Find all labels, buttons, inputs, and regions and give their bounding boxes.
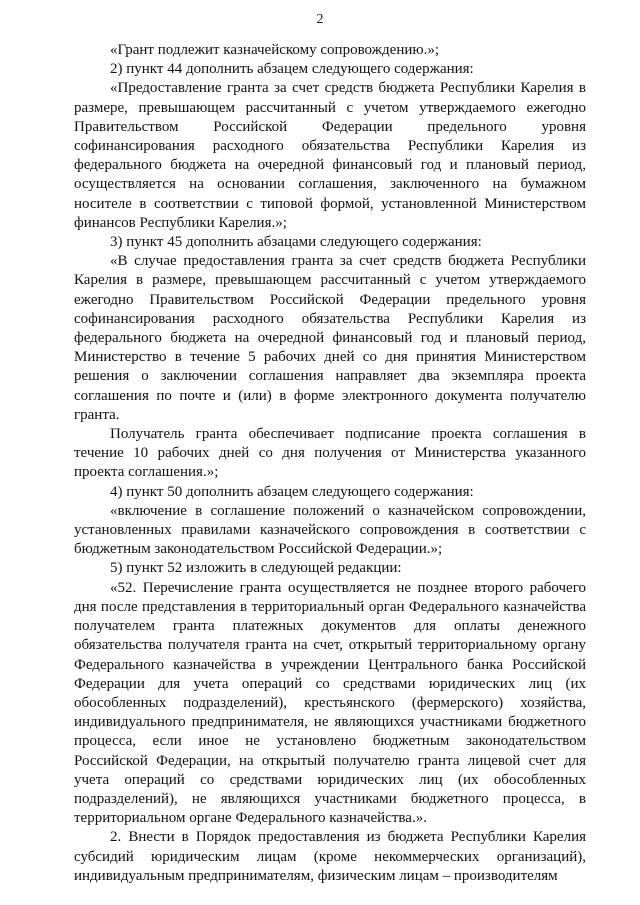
paragraph: «52. Перечисление гранта осуществляется не позднее второго рабочего дня после представления в территориальный орган Федерального казначейства получателем гранта платежных документов для оплаты денежного обязательства получателя гранта на счет, открытый территориальному органу Федерального казначейства в учреждении Центрального банка Российской Федерации для учета операций со средствами юридических лиц (их обособленных подразделений), крестьянского (фермерского) хозяйства, индивидуального предпринимателя, не являющихся участниками бюджетного процесса, если иное не установлено бюджетным законодательством Российской Федерации, на открытый получателю гранта лицевой счет для учета операций со средствами юридических лиц (их обособленных подразделений), не являющихся участниками бюджетного процесса, в территориальном органе Федерального казначейства.». xyxy=(74,579,586,827)
document-body xyxy=(74,41,586,886)
paragraph: «В случае предоставления гранта за счет средств бюджета Республики Карелия в размере, превышающем рассчитанный с учетом утверждаемого ежегодно Правительством Российской Федерации предельного уровня софинансирования расходного обязательства Республики Карелия из федерального бюджета на очередной финансовый год и плановый период, Министерство в течение 5 рабочих дней со дня принятия Министерством решения о заключении соглашения направляет два экземпляра проекта соглашения по почте и (или) в форме электронного документа получателю гранта. xyxy=(74,253,586,423)
page-number: 2 xyxy=(316,12,324,27)
paragraph: 3) пункт 45 дополнить абзацами следующего содержания: xyxy=(110,234,482,251)
paragraph: 4) пункт 50 дополнить абзацем следующего содержания: xyxy=(110,483,474,500)
paragraph: «Предоставление гранта за счет средств бюджета Республики Карелия в размере, превышающем рассчитанный с учетом утверждаемого ежегодно Правительством Российской Федерации предельного уровня софинансирования расходного обязательства Республики Карелия из федерального бюджета на очередной финансовый год и плановый период, осуществляется на основании соглашения, заключенного на бумажном носителе в соответствии с типовой формой, установленной Министерством финансов Республики Карелия.»; xyxy=(74,80,586,231)
paragraph: «Грант подлежит казначейскому сопровождению.»; xyxy=(110,42,440,58)
paragraph: «включение в соглашение положений о казначейском сопровождении, установленных правилами казначейского сопровождения в соответствии с бюджетным законодательством Российской Федерации.»; xyxy=(74,502,586,558)
paragraph: Получатель гранта обеспечивает подписание проекта соглашения в течение 10 рабочих дней со дня получения от Министерства указанного проекта соглашения.»; xyxy=(74,426,586,481)
paragraph: 5) пункт 52 изложить в следующей редакции: xyxy=(110,560,402,577)
paragraph: 2) пункт 44 дополнить абзацем следующего содержания: xyxy=(110,61,474,78)
paragraph: 2. Внести в Порядок предоставления из бюджета Республики Карелия субсидий юридическим лицам (кроме некоммерческих организаций), индивидуальным предпринимателям, физическим лицам – производителям xyxy=(74,829,586,884)
